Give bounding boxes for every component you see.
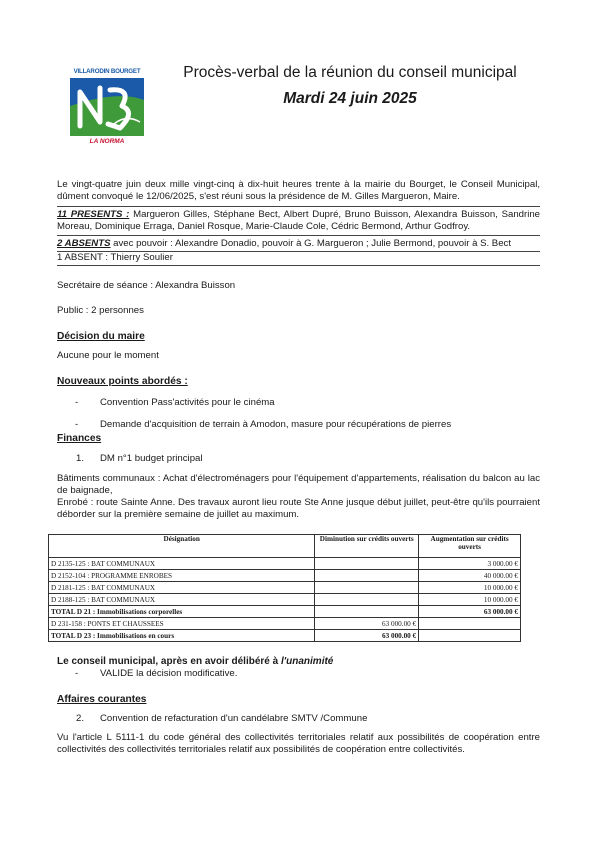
decision-heading: Décision du maire (57, 331, 145, 342)
nouveaux-item: Convention Pass'activités pour le cinéma (100, 397, 275, 408)
table-header-cell: Diminution sur crédits ouverts (315, 535, 419, 558)
decision-text: Aucune pour le moment (57, 350, 159, 361)
table-row (49, 594, 521, 606)
logo-graphic (66, 66, 148, 148)
table-row (49, 618, 521, 630)
table-row (49, 558, 521, 570)
public-line: Public : 2 personnes (57, 305, 144, 316)
table-header-cell: Désignation (49, 535, 315, 558)
finances-heading: Finances (57, 433, 102, 444)
logo-bottom-text: LA NORMA (89, 138, 125, 145)
table-total-row (49, 606, 521, 618)
budget-table (48, 534, 521, 642)
list-bullet: - (75, 419, 79, 430)
village-logo (66, 66, 148, 148)
finances-item: DM n°1 budget principal (100, 453, 203, 464)
presents-paragraph (57, 209, 540, 233)
table-cell-diminution: 63 000.00 € (315, 618, 419, 630)
absent-line: 1 ABSENT : Thierry Soulier (57, 252, 173, 263)
affaires-item-number: 2. (76, 713, 85, 724)
document-title: Procès-verbal de la réunion du conseil municipal (183, 64, 517, 81)
table-cell-diminution (315, 582, 419, 594)
nouveaux-heading: Nouveaux points abordés : (57, 376, 188, 387)
conseil-decision (57, 656, 333, 667)
table-cell-designation: D 2188-125 : BAT COMMUNAUX (49, 594, 315, 606)
finances-item-number: 1. (76, 453, 85, 464)
table-header-cell: Augmentation sur crédits ouverts (419, 535, 521, 558)
table-cell-designation: D 231-158 : PONTS ET CHAUSSEES (49, 618, 315, 630)
intro-paragraph: Le vingt-quatre juin deux mille vingt-cinq à dix-huit heures trente à la mairie du Bourget, le Conseil Municipal, dûment convoqué le 12/06/2025, s'est réuni sous la présidence de M. Gilles Margueron, Maire. (57, 179, 540, 202)
table-cell-designation: TOTAL D 21 : Immobilisations corporelles (49, 606, 315, 618)
affaires-item: Convention de refacturation d'un candélabre SMTV /Commune (100, 713, 368, 724)
presents-list: Margueron Gilles, Stéphane Bect, Albert Dupré, Bruno Buisson, Alexandra Buisson, Sandrine Moreau, Dominique Erraga, Daniel Rosque, Marie-Claude Cole, Cédric Bermond, Arthur Godfroy. (57, 209, 541, 232)
list-bullet: - (75, 668, 79, 679)
table-cell-diminution: 63 000.00 € (315, 630, 419, 642)
affaires-paragraph: Vu l'article L 5111-1 du code général des collectivités territoriales relatif aux possibilités de coopération entre collectivités des collectivités territoriales relatif aux possibilités de coopération entre collectivités. (57, 732, 540, 755)
absents-pouvoir-paragraph (57, 238, 540, 250)
table-cell-augmentation: 63 000.00 € (419, 606, 521, 618)
table-row (49, 570, 521, 582)
secretaire-line: Secrétaire de séance : Alexandra Buisson (57, 280, 236, 291)
table-cell-augmentation: 10 000.00 € (419, 582, 521, 594)
table-cell-designation: D 2152-104 : PROGRAMME ENROBES (49, 570, 315, 582)
table-cell-augmentation: 10 000.00 € (419, 594, 521, 606)
finances-paragraph-1: Bâtiments communaux : Achat d'électroménagers pour l'équipement d'appartements, réalisation du balcon au lac de baignade, (57, 473, 540, 496)
table-cell-designation: D 2181-125 : BAT COMMUNAUX (49, 582, 315, 594)
table-cell-augmentation: 3 000.00 € (419, 558, 521, 570)
absents-label: 2 ABSENTS (57, 238, 111, 249)
table-cell-augmentation (419, 618, 521, 630)
table-cell-diminution (315, 606, 419, 618)
finances-paragraph-2: Enrobé : route Sainte Anne. Des travaux auront lieu route Ste Anne jusque début juillet, peut-être qu'ils pourraient déborder sur la première semaine de juillet au maximum. (57, 497, 540, 520)
table-row (49, 582, 521, 594)
divider (57, 235, 540, 236)
conseil-item: VALIDE la décision modificative. (100, 668, 238, 679)
affaires-heading: Affaires courantes (57, 694, 147, 705)
divider (57, 206, 540, 207)
logo-top-text: VILLARODIN BOURGET (73, 68, 141, 75)
table-cell-augmentation: 40 000.00 € (419, 570, 521, 582)
table-cell-designation: TOTAL D 23 : Immobilisations en cours (49, 630, 315, 642)
table-cell-diminution (315, 594, 419, 606)
table-cell-diminution (315, 570, 419, 582)
table-cell-diminution (315, 558, 419, 570)
document-date: Mardi 24 juin 2025 (283, 90, 417, 107)
divider (57, 265, 540, 266)
table-total-row (49, 630, 521, 642)
list-bullet: - (75, 397, 79, 408)
table-header-row (49, 535, 521, 558)
nouveaux-item: Demande d'acquisition de terrain à Amodon, masure pour récupérations de pierres (100, 419, 452, 430)
table-cell-augmentation (419, 630, 521, 642)
absents-list: avec pouvoir : Alexandre Donadio, pouvoir à G. Margueron ; Julie Bermond, pouvoir à S. Bect (110, 238, 511, 249)
conseil-unanimite: l'unanimité (280, 656, 334, 667)
conseil-prefix: Le conseil municipal, après en avoir délibéré à (57, 656, 281, 667)
presents-label: 11 PRESENTS : (57, 209, 130, 220)
table-cell-designation: D 2135-125 : BAT COMMUNAUX (49, 558, 315, 570)
